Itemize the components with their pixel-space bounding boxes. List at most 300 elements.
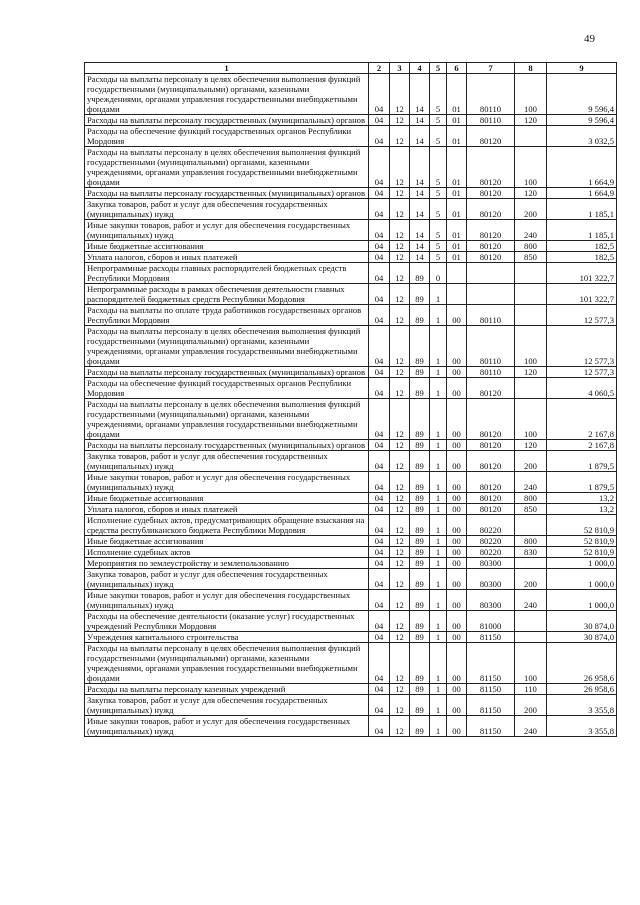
event-code: 01 bbox=[447, 126, 467, 147]
row-description: Закупка товаров, работ и услуг для обеспечения государственных (муниципальных) нужд bbox=[85, 199, 369, 220]
direction-code: 80110 bbox=[467, 367, 515, 378]
subsection-code: 12 bbox=[390, 590, 410, 611]
row-description: Расходы на выплаты персоналу в целях обеспечения выполнения функций государственными (муниципальными) органами, казенными учреждениями, органами управления государственными внебюджетными фондами bbox=[85, 147, 369, 188]
section-code: 04 bbox=[369, 451, 390, 472]
section-code: 04 bbox=[369, 252, 390, 263]
expense-type-code bbox=[515, 284, 547, 305]
program-code: 89 bbox=[410, 493, 430, 504]
subprogram-code: 1 bbox=[430, 695, 447, 716]
row-description: Расходы на выплаты персоналу государственных (муниципальных) органов bbox=[85, 440, 369, 451]
row-description: Иные бюджетные ассигнования bbox=[85, 493, 369, 504]
subprogram-code: 1 bbox=[430, 493, 447, 504]
subsection-code: 12 bbox=[390, 147, 410, 188]
row-description: Исполнение судебных актов bbox=[85, 547, 369, 558]
table-row bbox=[85, 558, 617, 569]
row-description: Уплата налогов, сборов и иных платежей bbox=[85, 252, 369, 263]
row-description: Расходы на обеспечение функций государственных органов Республики Мордовия bbox=[85, 378, 369, 399]
table-row bbox=[85, 440, 617, 451]
subprogram-code: 1 bbox=[430, 451, 447, 472]
program-code: 89 bbox=[410, 590, 430, 611]
subprogram-code: 1 bbox=[430, 326, 447, 367]
event-code: 01 bbox=[447, 199, 467, 220]
direction-code: 80110 bbox=[467, 305, 515, 326]
event-code: 00 bbox=[447, 472, 467, 493]
expense-type-code: 100 bbox=[515, 326, 547, 367]
row-amount: 1 000,0 bbox=[547, 590, 617, 611]
column-header: 7 bbox=[467, 63, 515, 74]
subsection-code: 12 bbox=[390, 263, 410, 284]
program-code: 89 bbox=[410, 472, 430, 493]
expense-type-code: 100 bbox=[515, 74, 547, 115]
subprogram-code: 1 bbox=[430, 378, 447, 399]
program-code: 14 bbox=[410, 74, 430, 115]
section-code: 04 bbox=[369, 284, 390, 305]
row-amount: 1 185,1 bbox=[547, 220, 617, 241]
section-code: 04 bbox=[369, 326, 390, 367]
program-code: 89 bbox=[410, 569, 430, 590]
section-code: 04 bbox=[369, 399, 390, 440]
column-header: 3 bbox=[390, 63, 410, 74]
row-amount: 4 060,5 bbox=[547, 378, 617, 399]
program-code: 89 bbox=[410, 558, 430, 569]
direction-code: 80110 bbox=[467, 74, 515, 115]
program-code: 89 bbox=[410, 451, 430, 472]
table-row bbox=[85, 643, 617, 684]
row-amount: 1 000,0 bbox=[547, 558, 617, 569]
event-code: 00 bbox=[447, 611, 467, 632]
expense-type-code: 240 bbox=[515, 472, 547, 493]
program-code: 89 bbox=[410, 326, 430, 367]
subprogram-code: 1 bbox=[430, 547, 447, 558]
subsection-code: 12 bbox=[390, 547, 410, 558]
subsection-code: 12 bbox=[390, 126, 410, 147]
direction-code: 81150 bbox=[467, 695, 515, 716]
section-code: 04 bbox=[369, 199, 390, 220]
event-code: 00 bbox=[447, 558, 467, 569]
subprogram-code: 5 bbox=[430, 241, 447, 252]
direction-code: 81150 bbox=[467, 716, 515, 737]
subprogram-code: 1 bbox=[430, 716, 447, 737]
expense-type-code: 800 bbox=[515, 536, 547, 547]
row-amount: 1 185,1 bbox=[547, 199, 617, 220]
direction-code: 80220 bbox=[467, 536, 515, 547]
subsection-code: 12 bbox=[390, 493, 410, 504]
expense-type-code: 100 bbox=[515, 147, 547, 188]
event-code: 01 bbox=[447, 115, 467, 126]
table-row bbox=[85, 590, 617, 611]
table-row bbox=[85, 695, 617, 716]
column-header: 6 bbox=[447, 63, 467, 74]
section-code: 04 bbox=[369, 716, 390, 737]
table-row bbox=[85, 241, 617, 252]
table-row bbox=[85, 252, 617, 263]
row-description: Закупка товаров, работ и услуг для обеспечения государственных (муниципальных) нужд bbox=[85, 695, 369, 716]
direction-code: 80120 bbox=[467, 147, 515, 188]
row-amount: 52 810,9 bbox=[547, 547, 617, 558]
row-amount: 3 355,8 bbox=[547, 695, 617, 716]
subprogram-code: 1 bbox=[430, 440, 447, 451]
row-amount: 26 958,6 bbox=[547, 643, 617, 684]
program-code: 89 bbox=[410, 515, 430, 536]
subprogram-code: 1 bbox=[430, 684, 447, 695]
row-description: Расходы на обеспечение функций государственных органов Республики Мордовия bbox=[85, 126, 369, 147]
event-code: 00 bbox=[447, 515, 467, 536]
table-row bbox=[85, 472, 617, 493]
program-code: 89 bbox=[410, 547, 430, 558]
section-code: 04 bbox=[369, 378, 390, 399]
subsection-code: 12 bbox=[390, 220, 410, 241]
expense-type-code bbox=[515, 632, 547, 643]
program-code: 89 bbox=[410, 611, 430, 632]
section-code: 04 bbox=[369, 684, 390, 695]
direction-code: 80110 bbox=[467, 326, 515, 367]
program-code: 89 bbox=[410, 367, 430, 378]
subprogram-code: 1 bbox=[430, 367, 447, 378]
section-code: 04 bbox=[369, 590, 390, 611]
row-description: Расходы на выплаты персоналу в целях обеспечения выполнения функций государственными (муниципальными) органами, казенными учреждениями, органами управления государственными внебюджетными фондами bbox=[85, 74, 369, 115]
expense-type-code bbox=[515, 558, 547, 569]
direction-code: 81150 bbox=[467, 684, 515, 695]
subsection-code: 12 bbox=[390, 558, 410, 569]
subsection-code: 12 bbox=[390, 241, 410, 252]
row-amount: 52 810,9 bbox=[547, 536, 617, 547]
expense-type-code: 200 bbox=[515, 569, 547, 590]
direction-code: 80120 bbox=[467, 378, 515, 399]
program-code: 89 bbox=[410, 684, 430, 695]
row-amount: 182,5 bbox=[547, 241, 617, 252]
row-description: Иные закупки товаров, работ и услуг для обеспечения государственных (муниципальных) нужд bbox=[85, 716, 369, 737]
expense-type-code: 110 bbox=[515, 684, 547, 695]
subprogram-code: 1 bbox=[430, 569, 447, 590]
event-code: 01 bbox=[447, 241, 467, 252]
subsection-code: 12 bbox=[390, 326, 410, 367]
row-description: Исполнение судебных актов, предусматривающих обращение взыскания на средства республиканского бюджета Республики Мордовия bbox=[85, 515, 369, 536]
row-amount: 9 596,4 bbox=[547, 74, 617, 115]
section-code: 04 bbox=[369, 220, 390, 241]
subsection-code: 12 bbox=[390, 451, 410, 472]
row-description: Уплата налогов, сборов и иных платежей bbox=[85, 504, 369, 515]
row-amount: 1 664,9 bbox=[547, 147, 617, 188]
subsection-code: 12 bbox=[390, 252, 410, 263]
expense-type-code: 200 bbox=[515, 199, 547, 220]
subprogram-code: 5 bbox=[430, 220, 447, 241]
row-description: Иные бюджетные ассигнования bbox=[85, 536, 369, 547]
column-header: 5 bbox=[430, 63, 447, 74]
table-row bbox=[85, 632, 617, 643]
table-row bbox=[85, 451, 617, 472]
subprogram-code: 1 bbox=[430, 515, 447, 536]
subprogram-code: 1 bbox=[430, 399, 447, 440]
expense-type-code: 100 bbox=[515, 643, 547, 684]
expense-type-code: 800 bbox=[515, 241, 547, 252]
table-row bbox=[85, 326, 617, 367]
subsection-code: 12 bbox=[390, 504, 410, 515]
program-code: 14 bbox=[410, 115, 430, 126]
expense-type-code: 120 bbox=[515, 367, 547, 378]
direction-code: 80300 bbox=[467, 569, 515, 590]
subsection-code: 12 bbox=[390, 632, 410, 643]
row-description: Иные закупки товаров, работ и услуг для обеспечения государственных (муниципальных) нужд bbox=[85, 590, 369, 611]
subprogram-code: 5 bbox=[430, 147, 447, 188]
section-code: 04 bbox=[369, 472, 390, 493]
row-description: Расходы на выплаты по оплате труда работников государственных органов Республики Мордовия bbox=[85, 305, 369, 326]
table-row bbox=[85, 367, 617, 378]
direction-code: 80120 bbox=[467, 220, 515, 241]
table-row bbox=[85, 515, 617, 536]
subprogram-code: 5 bbox=[430, 126, 447, 147]
expense-type-code: 200 bbox=[515, 695, 547, 716]
event-code: 01 bbox=[447, 147, 467, 188]
event-code: 01 bbox=[447, 74, 467, 115]
expense-type-code bbox=[515, 305, 547, 326]
row-amount: 30 874,0 bbox=[547, 611, 617, 632]
direction-code: 80120 bbox=[467, 188, 515, 199]
subsection-code: 12 bbox=[390, 695, 410, 716]
row-amount: 1 879,5 bbox=[547, 451, 617, 472]
row-description: Учреждения капитального строительства bbox=[85, 632, 369, 643]
budget-table bbox=[84, 62, 617, 737]
row-description: Расходы на выплаты персоналу государственных (муниципальных) органов bbox=[85, 367, 369, 378]
section-code: 04 bbox=[369, 536, 390, 547]
event-code: 00 bbox=[447, 399, 467, 440]
subsection-code: 12 bbox=[390, 74, 410, 115]
row-amount: 30 874,0 bbox=[547, 632, 617, 643]
direction-code: 80220 bbox=[467, 515, 515, 536]
program-code: 14 bbox=[410, 252, 430, 263]
section-code: 04 bbox=[369, 643, 390, 684]
row-description: Закупка товаров, работ и услуг для обеспечения государственных (муниципальных) нужд bbox=[85, 569, 369, 590]
direction-code: 81150 bbox=[467, 643, 515, 684]
expense-type-code bbox=[515, 263, 547, 284]
expense-type-code: 850 bbox=[515, 504, 547, 515]
program-code: 89 bbox=[410, 504, 430, 515]
program-code: 89 bbox=[410, 695, 430, 716]
event-code: 01 bbox=[447, 252, 467, 263]
table-row bbox=[85, 536, 617, 547]
row-amount: 12 577,3 bbox=[547, 305, 617, 326]
expense-type-code: 120 bbox=[515, 440, 547, 451]
header-row bbox=[85, 63, 617, 74]
column-header: 1 bbox=[85, 63, 369, 74]
event-code: 01 bbox=[447, 220, 467, 241]
expense-type-code: 240 bbox=[515, 590, 547, 611]
table-row bbox=[85, 74, 617, 115]
direction-code: 80120 bbox=[467, 504, 515, 515]
event-code: 00 bbox=[447, 695, 467, 716]
event-code: 00 bbox=[447, 451, 467, 472]
row-description: Расходы на обеспечение деятельности (оказание услуг) государственных учреждений Республики Мордовия bbox=[85, 611, 369, 632]
row-amount: 2 167,8 bbox=[547, 440, 617, 451]
row-amount: 1 879,5 bbox=[547, 472, 617, 493]
subprogram-code: 5 bbox=[430, 188, 447, 199]
expense-type-code bbox=[515, 378, 547, 399]
subsection-code: 12 bbox=[390, 684, 410, 695]
event-code bbox=[447, 263, 467, 284]
row-amount: 2 167,8 bbox=[547, 399, 617, 440]
subprogram-code: 5 bbox=[430, 199, 447, 220]
row-amount: 3 032,5 bbox=[547, 126, 617, 147]
direction-code: 81000 bbox=[467, 611, 515, 632]
row-description: Непрограммные расходы главных распорядителей бюджетных средств Республики Мордовия bbox=[85, 263, 369, 284]
event-code: 00 bbox=[447, 378, 467, 399]
direction-code bbox=[467, 284, 515, 305]
expense-type-code: 240 bbox=[515, 220, 547, 241]
subprogram-code: 1 bbox=[430, 536, 447, 547]
table-row bbox=[85, 684, 617, 695]
subprogram-code: 1 bbox=[430, 611, 447, 632]
table-row bbox=[85, 547, 617, 558]
program-code: 14 bbox=[410, 220, 430, 241]
subprogram-code: 5 bbox=[430, 74, 447, 115]
event-code bbox=[447, 284, 467, 305]
direction-code: 80120 bbox=[467, 199, 515, 220]
subsection-code: 12 bbox=[390, 115, 410, 126]
table-row bbox=[85, 504, 617, 515]
subprogram-code: 5 bbox=[430, 115, 447, 126]
subprogram-code: 1 bbox=[430, 504, 447, 515]
row-amount: 13,2 bbox=[547, 493, 617, 504]
direction-code: 80110 bbox=[467, 115, 515, 126]
row-amount: 12 577,3 bbox=[547, 326, 617, 367]
program-code: 14 bbox=[410, 126, 430, 147]
section-code: 04 bbox=[369, 263, 390, 284]
section-code: 04 bbox=[369, 547, 390, 558]
subsection-code: 12 bbox=[390, 305, 410, 326]
subsection-code: 12 bbox=[390, 284, 410, 305]
subprogram-code: 0 bbox=[430, 263, 447, 284]
row-amount: 26 958,6 bbox=[547, 684, 617, 695]
program-code: 89 bbox=[410, 284, 430, 305]
direction-code: 80120 bbox=[467, 126, 515, 147]
row-description: Иные закупки товаров, работ и услуг для обеспечения государственных (муниципальных) нужд bbox=[85, 472, 369, 493]
row-amount: 9 596,4 bbox=[547, 115, 617, 126]
column-header: 4 bbox=[410, 63, 430, 74]
row-amount: 1 000,0 bbox=[547, 569, 617, 590]
expense-type-code bbox=[515, 126, 547, 147]
row-description: Мероприятия по землеустройству и землепользованию bbox=[85, 558, 369, 569]
row-amount: 12 577,3 bbox=[547, 367, 617, 378]
section-code: 04 bbox=[369, 569, 390, 590]
table-row bbox=[85, 378, 617, 399]
column-header: 9 bbox=[547, 63, 617, 74]
subsection-code: 12 bbox=[390, 199, 410, 220]
direction-code: 80120 bbox=[467, 252, 515, 263]
event-code: 00 bbox=[447, 504, 467, 515]
subsection-code: 12 bbox=[390, 472, 410, 493]
row-description: Расходы на выплаты персоналу государственных (муниципальных) органов bbox=[85, 115, 369, 126]
event-code: 00 bbox=[447, 684, 467, 695]
event-code: 00 bbox=[447, 493, 467, 504]
program-code: 89 bbox=[410, 643, 430, 684]
event-code: 00 bbox=[447, 632, 467, 643]
direction-code: 80120 bbox=[467, 472, 515, 493]
event-code: 00 bbox=[447, 590, 467, 611]
expense-type-code: 100 bbox=[515, 399, 547, 440]
section-code: 04 bbox=[369, 367, 390, 378]
section-code: 04 bbox=[369, 241, 390, 252]
section-code: 04 bbox=[369, 695, 390, 716]
table-row bbox=[85, 569, 617, 590]
event-code: 00 bbox=[447, 367, 467, 378]
expense-type-code: 240 bbox=[515, 716, 547, 737]
table-row bbox=[85, 399, 617, 440]
table-row bbox=[85, 115, 617, 126]
table-row bbox=[85, 199, 617, 220]
column-header: 2 bbox=[369, 63, 390, 74]
section-code: 04 bbox=[369, 74, 390, 115]
program-code: 14 bbox=[410, 199, 430, 220]
program-code: 89 bbox=[410, 378, 430, 399]
row-amount: 101 322,7 bbox=[547, 263, 617, 284]
section-code: 04 bbox=[369, 558, 390, 569]
subsection-code: 12 bbox=[390, 569, 410, 590]
expense-type-code: 200 bbox=[515, 451, 547, 472]
row-description: Расходы на выплаты персоналу государственных (муниципальных) органов bbox=[85, 188, 369, 199]
event-code: 00 bbox=[447, 716, 467, 737]
direction-code: 80300 bbox=[467, 558, 515, 569]
column-header: 8 bbox=[515, 63, 547, 74]
row-amount: 52 810,9 bbox=[547, 515, 617, 536]
expense-type-code: 850 bbox=[515, 252, 547, 263]
page-number: 49 bbox=[584, 33, 595, 45]
row-description: Расходы на выплаты персоналу казенных учреждений bbox=[85, 684, 369, 695]
table-row bbox=[85, 126, 617, 147]
direction-code: 80120 bbox=[467, 399, 515, 440]
subsection-code: 12 bbox=[390, 515, 410, 536]
event-code: 00 bbox=[447, 326, 467, 367]
section-code: 04 bbox=[369, 126, 390, 147]
table-row bbox=[85, 220, 617, 241]
subprogram-code: 1 bbox=[430, 558, 447, 569]
program-code: 14 bbox=[410, 188, 430, 199]
section-code: 04 bbox=[369, 632, 390, 643]
section-code: 04 bbox=[369, 147, 390, 188]
table-row bbox=[85, 284, 617, 305]
subsection-code: 12 bbox=[390, 643, 410, 684]
row-description: Иные бюджетные ассигнования bbox=[85, 241, 369, 252]
subsection-code: 12 bbox=[390, 378, 410, 399]
subsection-code: 12 bbox=[390, 716, 410, 737]
program-code: 89 bbox=[410, 632, 430, 643]
row-description: Непрограммные расходы в рамках обеспечения деятельности главных распорядителей бюджетных средств Республики Мордовия bbox=[85, 284, 369, 305]
program-code: 89 bbox=[410, 305, 430, 326]
subprogram-code: 1 bbox=[430, 305, 447, 326]
row-amount: 1 664,9 bbox=[547, 188, 617, 199]
table-row bbox=[85, 493, 617, 504]
program-code: 89 bbox=[410, 716, 430, 737]
direction-code: 80220 bbox=[467, 547, 515, 558]
direction-code bbox=[467, 263, 515, 284]
table-row bbox=[85, 263, 617, 284]
subsection-code: 12 bbox=[390, 399, 410, 440]
direction-code: 80120 bbox=[467, 493, 515, 504]
subprogram-code: 1 bbox=[430, 472, 447, 493]
event-code: 00 bbox=[447, 547, 467, 558]
event-code: 01 bbox=[447, 188, 467, 199]
row-description: Закупка товаров, работ и услуг для обеспечения государственных (муниципальных) нужд bbox=[85, 451, 369, 472]
table-row bbox=[85, 147, 617, 188]
section-code: 04 bbox=[369, 305, 390, 326]
subsection-code: 12 bbox=[390, 611, 410, 632]
row-amount: 182,5 bbox=[547, 252, 617, 263]
subsection-code: 12 bbox=[390, 367, 410, 378]
expense-type-code: 120 bbox=[515, 188, 547, 199]
section-code: 04 bbox=[369, 440, 390, 451]
row-amount: 3 355,8 bbox=[547, 716, 617, 737]
program-code: 89 bbox=[410, 536, 430, 547]
row-description: Расходы на выплаты персоналу в целях обеспечения выполнения функций государственными (муниципальными) органами, казенными учреждениями, органами управления государственными внебюджетными фондами bbox=[85, 399, 369, 440]
section-code: 04 bbox=[369, 504, 390, 515]
